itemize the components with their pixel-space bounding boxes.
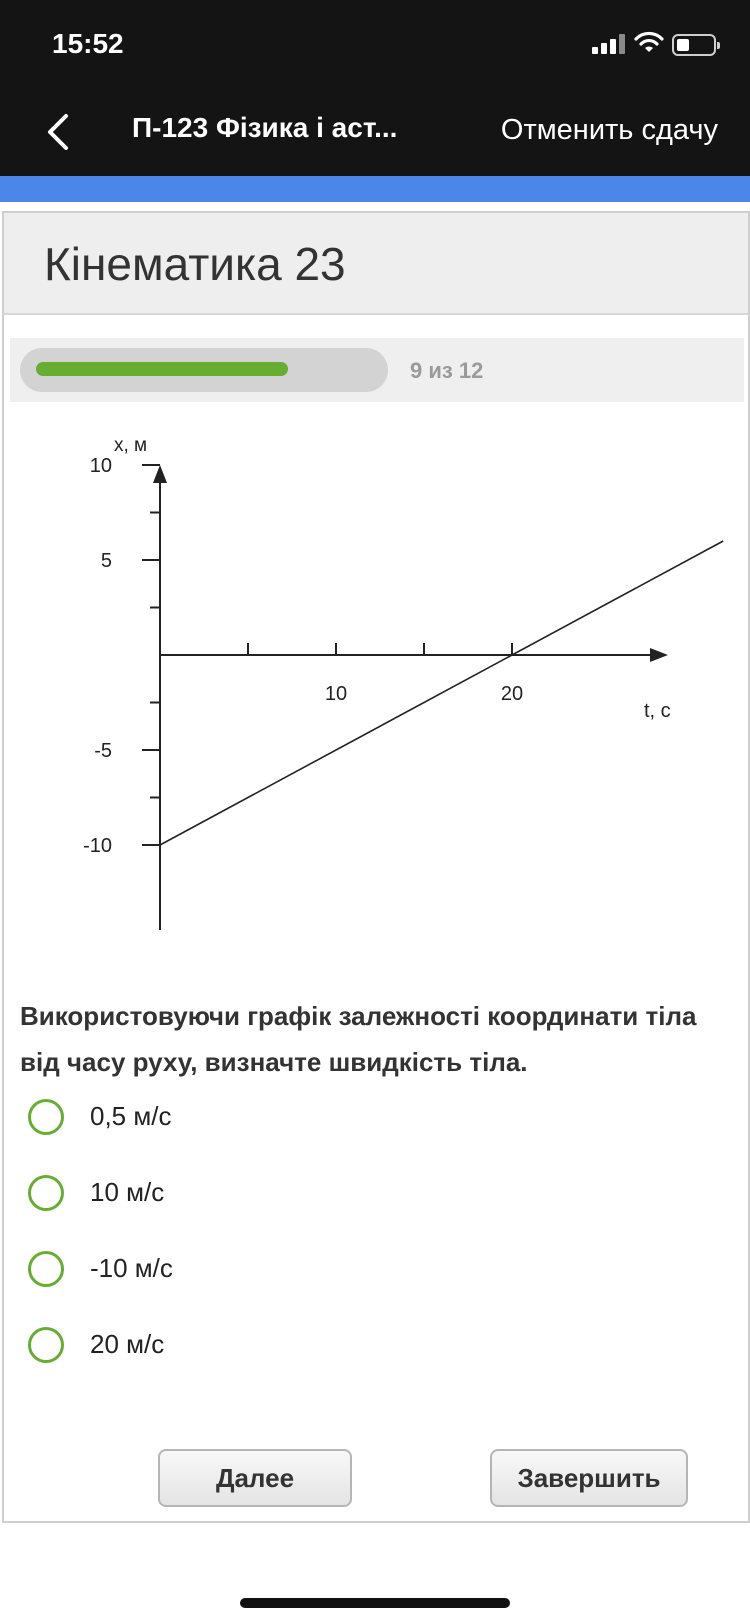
finish-button[interactable]: Завершить: [490, 1449, 688, 1507]
course-title: П-123 Фізика і аст...: [132, 112, 398, 143]
progress-label: 9 из 12: [410, 358, 484, 383]
next-button[interactable]: Далее: [158, 1449, 352, 1507]
answer-options: [28, 1083, 628, 1387]
quiz-card: [2, 211, 750, 1523]
wifi-icon: [634, 30, 664, 54]
radio-button[interactable]: [28, 1251, 64, 1287]
answer-option-1[interactable]: [28, 1083, 628, 1159]
y-axis-arrow: [153, 465, 167, 483]
radio-button[interactable]: [28, 1099, 64, 1135]
answer-option-2[interactable]: [28, 1159, 628, 1235]
y-tick-label: 5: [100, 550, 112, 572]
home-indicator: [240, 1598, 510, 1608]
chart-axes: [153, 465, 668, 930]
nav-bar: [0, 88, 750, 176]
y-axis-label: x, м: [114, 435, 148, 456]
position-time-chart: [44, 425, 744, 945]
status-bar: [0, 0, 750, 88]
answer-label: -10 м/с: [90, 1253, 173, 1283]
progress-bar: [20, 348, 388, 392]
progress-row: [10, 338, 744, 402]
cellular-signal-icon: [592, 34, 626, 54]
quiz-title: Кінематика 23: [44, 238, 346, 290]
battery-icon: [672, 34, 716, 56]
answer-label: 20 м/с: [90, 1329, 165, 1359]
chart-series: [160, 541, 723, 845]
answer-label: 10 м/с: [90, 1177, 165, 1207]
answer-option-3[interactable]: [28, 1235, 628, 1311]
progress-fill: [36, 362, 288, 376]
y-tick-label: 10: [89, 455, 112, 477]
position-line: [160, 541, 723, 845]
x-axis-label: t, с: [644, 700, 671, 722]
quiz-header: [4, 213, 748, 315]
radio-button[interactable]: [28, 1327, 64, 1363]
x-tick-label: 20: [500, 683, 524, 705]
accent-strip: [0, 176, 750, 202]
answer-label: 0,5 м/с: [90, 1101, 172, 1131]
answer-option-4[interactable]: [28, 1311, 628, 1387]
x-axis-arrow: [650, 648, 668, 662]
y-tick-label: -10: [83, 835, 112, 857]
y-tick-label: -5: [94, 740, 112, 762]
cancel-submission-button[interactable]: Отменить сдачу: [500, 114, 718, 146]
status-time: 15:52: [52, 28, 124, 59]
back-chevron-icon[interactable]: [40, 108, 80, 156]
radio-button[interactable]: [28, 1175, 64, 1211]
question-text: Використовуючи графік залежності координати тіла від часу руху, визначте швидкість тіла.: [20, 1001, 697, 1077]
x-tick-label: 10: [324, 683, 348, 705]
